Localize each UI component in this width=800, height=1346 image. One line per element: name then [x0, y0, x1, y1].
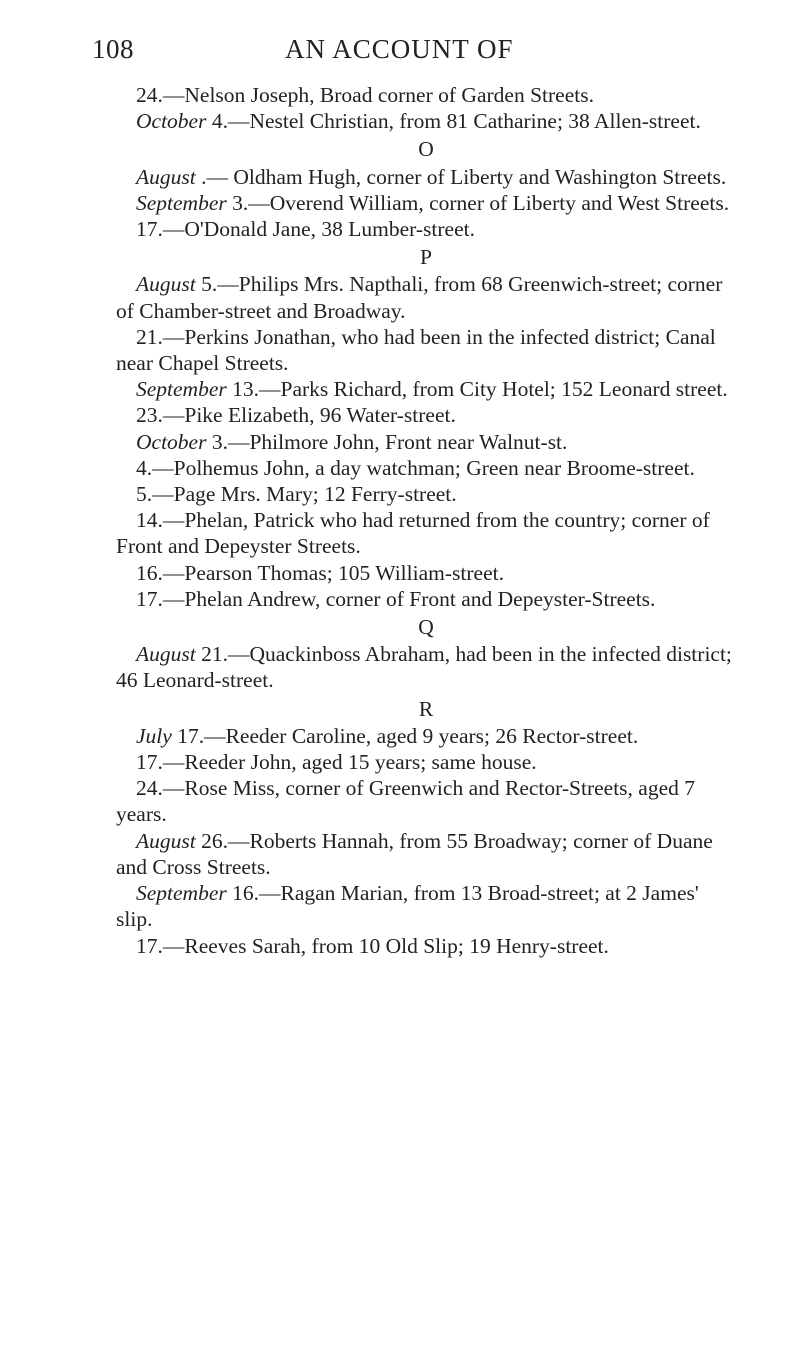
entry-paragraph [116, 82, 736, 108]
entry-text: 21.—Quackinboss Abraham, had been in the infected district; 46 Leonard-street. [116, 642, 732, 693]
entry-month: July [136, 723, 172, 748]
entry-paragraph [116, 376, 736, 402]
entry-paragraph [116, 481, 736, 507]
entry-paragraph [116, 108, 736, 134]
entry-month: September [136, 190, 227, 215]
entry-month: October [136, 109, 207, 134]
entry-month: August [136, 828, 196, 853]
entry-paragraph [116, 880, 736, 932]
entry-text: 14.—Phelan, Patrick who had returned from the country; corner of Front and Depeyster Streets. [116, 508, 710, 559]
running-title: AN ACCOUNT OF [285, 34, 514, 64]
entry-month: September [136, 377, 227, 402]
section-letter: O [418, 137, 434, 162]
entry-text: 4.—Polhemus John, a day watchman; Green near Broome-street. [136, 455, 695, 480]
section-letter: P [420, 245, 432, 270]
section-letter: R [418, 696, 434, 721]
entry-paragraph [116, 749, 736, 775]
entry-paragraph [116, 933, 736, 959]
entry-text: 16.—Ragan Marian, from 13 Broad-street; at 2 James' slip. [116, 881, 699, 932]
entry-paragraph [116, 507, 736, 559]
entry-text: 3.—Overend William, corner of Liberty and West Streets. [226, 190, 730, 215]
entry-month: August [136, 272, 196, 297]
entry-text: 4.—Nestel Christian, from 81 Catharine; 38 Allen-street. [206, 109, 701, 134]
entry-text: 13.—Parks Richard, from City Hotel; 152 Leonard street. [226, 377, 728, 402]
entry-text: 17.—Reeder John, aged 15 years; same house. [136, 750, 537, 775]
entry-paragraph [116, 216, 736, 242]
entry-text: 24.—Rose Miss, corner of Greenwich and Rector-Streets, aged 7 years. [116, 776, 696, 827]
entry-text: 23.—Pike Elizabeth, 96 Water-street. [136, 403, 456, 428]
entry-text: 21.—Perkins Jonathan, who had been in the infected district; Canal near Chapel Streets. [116, 324, 716, 376]
entry-paragraph [116, 324, 736, 376]
entry-paragraph [116, 190, 736, 216]
entry-paragraph [116, 641, 736, 693]
entry-text: 5.—Page Mrs. Mary; 12 Ferry-street. [136, 482, 457, 507]
entry-paragraph [116, 560, 736, 586]
entry-text: 17.—O'Donald Jane, 38 Lumber-street. [136, 217, 475, 242]
entry-month: October [136, 429, 207, 454]
entry-paragraph [116, 164, 736, 190]
entry-text: .— Oldham Hugh, corner of Liberty and Washington Streets. [195, 164, 727, 189]
entry-paragraph [116, 775, 736, 827]
entry-text: 16.—Pearson Thomas; 105 William-street. [136, 560, 504, 585]
entry-paragraph [116, 271, 736, 323]
entry-text: 17.—Phelan Andrew, corner of Front and Depeyster-Streets. [136, 586, 656, 611]
entry-list [116, 82, 736, 959]
entry-text: 26.—Roberts Hannah, from 55 Broadway; corner of Duane and Cross Streets. [116, 828, 713, 879]
entry-text: 17.—Reeder Caroline, aged 9 years; 26 Rector-street. [171, 723, 639, 748]
entry-paragraph [116, 723, 736, 749]
entry-paragraph [116, 828, 736, 880]
entry-paragraph [116, 429, 736, 455]
entry-month: September [136, 881, 227, 906]
entry-text: 5.—Philips Mrs. Napthali, from 68 Greenwich-street; corner of Chamber-street and Broadway. [116, 272, 723, 323]
entry-text: 3.—Philmore John, Front near Walnut-st. [206, 429, 568, 454]
section-letter: Q [418, 615, 434, 640]
entry-paragraph [116, 402, 736, 428]
page-header [92, 30, 712, 70]
entry-text: 17.—Reeves Sarah, from 10 Old Slip; 19 Henry-street. [136, 933, 609, 958]
entry-paragraph [116, 586, 736, 612]
entry-month: August [136, 164, 196, 189]
entry-paragraph [116, 455, 736, 481]
page-number: 108 [92, 34, 134, 64]
entry-month: August [136, 642, 196, 667]
entry-text: 24.—Nelson Joseph, Broad corner of Garden Streets. [136, 83, 594, 107]
